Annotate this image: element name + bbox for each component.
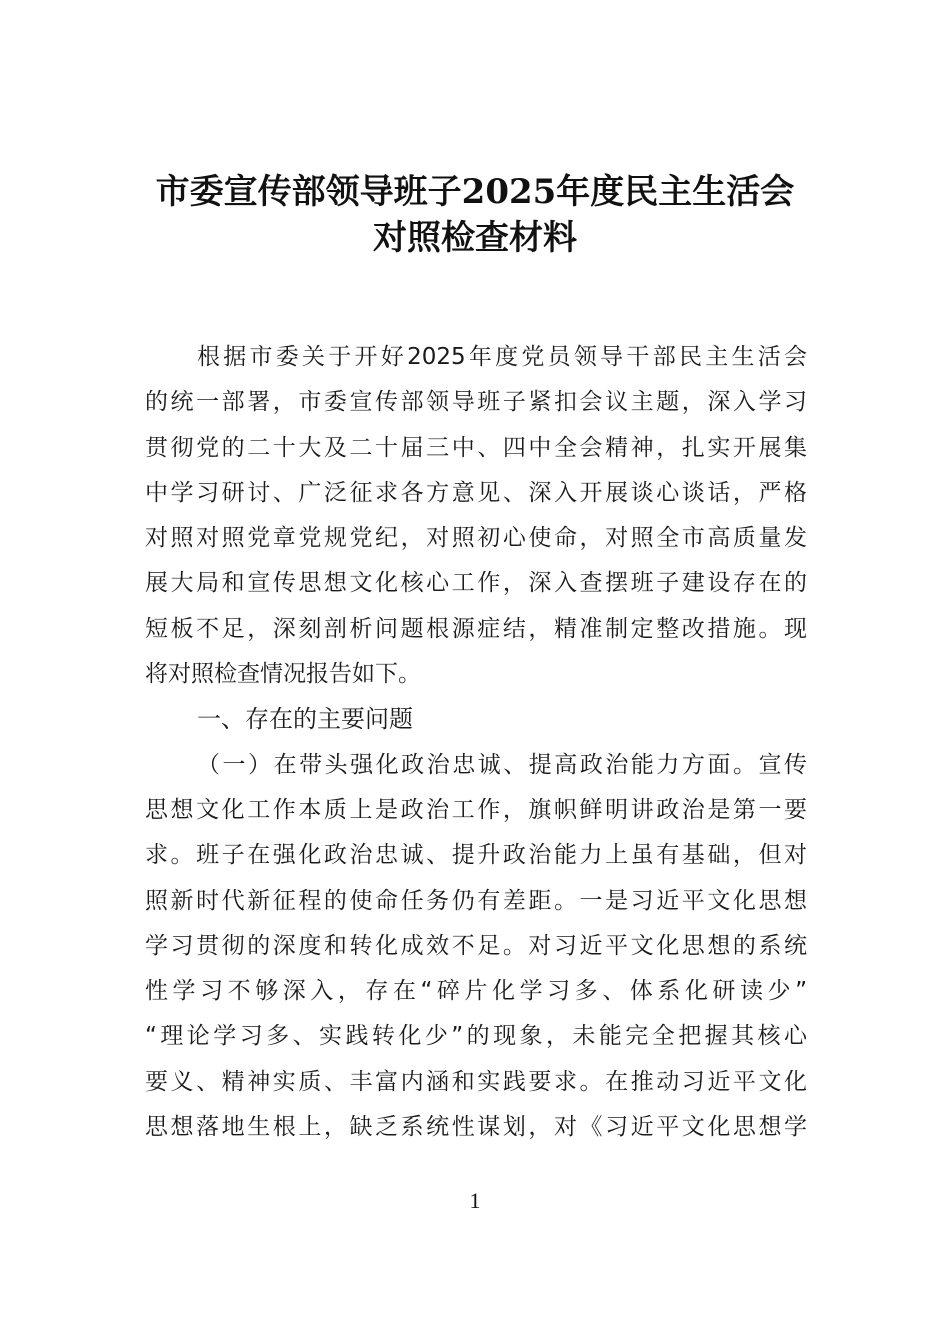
intro-line: 将对照检查情况报告如下。 <box>145 661 421 688</box>
intro-line: 对照对照党章党规党纪，对照初心使命，对照全市高质量发 <box>145 525 807 552</box>
document-body <box>145 335 807 1150</box>
subsection-line: （一）在带头强化政治忠诚、提高政治能力方面。宣传 <box>197 751 807 778</box>
intro-line: 中学习研讨、广泛征求各方意见、深入开展谈心谈话，严格 <box>145 479 807 506</box>
subsection-line: 性学习不够深入，存在“碎片化学习多、体系化研读少” <box>145 978 807 1005</box>
page-number: 1 <box>469 1188 481 1213</box>
document-title-line-2: 对照检查材料 <box>373 218 577 258</box>
subsection-line: 求。班子在强化政治忠诚、提升政治能力上虽有基础，但对 <box>145 842 807 869</box>
intro-line: 贯彻党的二十大及二十届三中、四中全会精神，扎实开展集 <box>145 434 807 461</box>
subsection-line: 照新时代新征程的使命任务仍有差距。一是习近平文化思想 <box>145 887 807 914</box>
document-title-line-1: 市委宣传部领导班子2025年度民主生活会 <box>155 172 795 212</box>
intro-line: 展大局和宣传思想文化核心工作，深入查摆班子建设存在的 <box>145 570 807 597</box>
intro-line: 的统一部署，市委宣传部领导班子紧扣会议主题，深入学习 <box>145 389 807 416</box>
subsection-line: 思想落地生根上，缺乏系统性谋划，对《习近平文化思想学 <box>145 1114 807 1141</box>
intro-line: 短板不足，深刻剖析问题根源症结，精准制定整改措施。现 <box>145 615 807 642</box>
section-heading: 一、存在的主要问题 <box>197 705 413 734</box>
intro-line: 根据市委关于开好2025年度党员领导干部民主生活会 <box>197 344 807 370</box>
subsection-line: 思想文化工作本质上是政治工作，旗帜鲜明讲政治是第一要 <box>145 796 807 823</box>
subsection-line: “理论学习多、实践转化少”的现象，未能完全把握其核心 <box>145 1023 807 1050</box>
subsection-line: 学习贯彻的深度和转化成效不足。对习近平文化思想的系统 <box>145 932 807 959</box>
subsection-line: 要义、精神实质、丰富内涵和实践要求。在推动习近平文化 <box>145 1068 807 1095</box>
